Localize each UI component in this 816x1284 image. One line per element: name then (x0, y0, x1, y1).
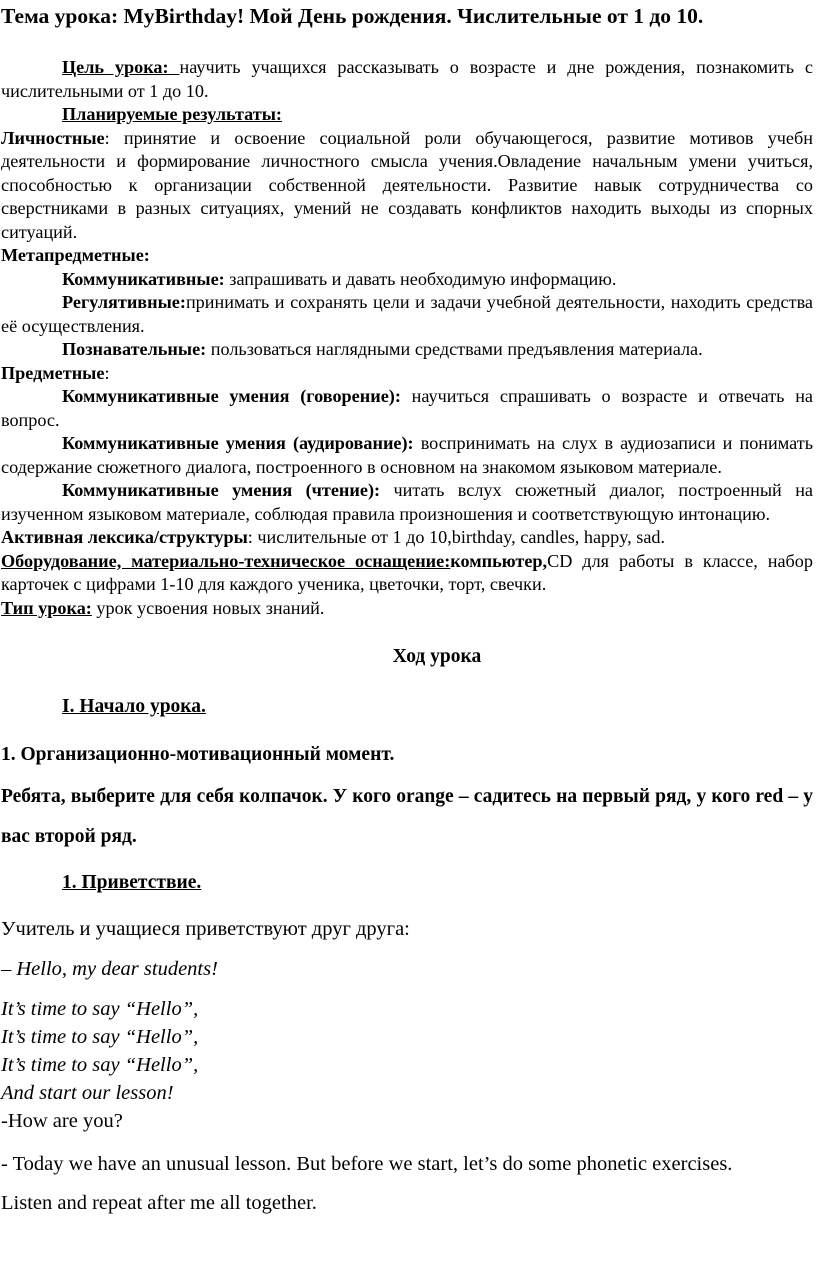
equipment-text: CD для работы в классе, набор карточек с цифрами 1-10 для каждого ученика, цветочки, торт, свечки. (1, 550, 813, 594)
greeting-intro: Учитель и учащиеся приветствуют друг друга: (1, 918, 410, 940)
cognitive-label: Познавательные: (62, 339, 207, 359)
planned-results-heading (1, 103, 813, 127)
poem-line: It’s time to say “Hello”, (1, 998, 199, 1020)
reading-label: Коммуникативные умения (чтение): (62, 480, 381, 500)
goal-text: научить учащихся рассказывать о возрасте и дне рождения, познакомить с числительными от 1 до 10. (1, 57, 814, 101)
section-org-heading: 1. Организационно-мотивационный момент. (1, 744, 395, 765)
cognitive-text: пользоваться наглядными средствами предъявления материала. (206, 339, 703, 359)
personal-label: Личностные (1, 127, 105, 148)
listening-paragraph (1, 432, 813, 479)
subject-label: Предметные (1, 362, 105, 383)
subject-heading (1, 362, 813, 386)
cognitive-paragraph (1, 338, 813, 362)
goal-label: Цель урока: (62, 57, 180, 77)
regulative-paragraph (1, 291, 813, 338)
unusual-lesson-line: - Today we have an unusual lesson. But before we start, let’s do some phonetic exercises. (1, 1153, 733, 1175)
hello-line: – Hello, my dear students! (1, 958, 218, 980)
metasubject-label: Метапредметные: (1, 245, 150, 265)
communicative-text: запрашивать и давать необходимую информацию. (224, 268, 617, 289)
lesson-type-paragraph (1, 597, 813, 621)
planned-results-label: Планируемые результаты: (62, 104, 282, 124)
listening-text: воспринимать на слух в аудиозаписи и понимать содержание сюжетного диалога, построенного в основном на знакомом языковом материале. (1, 433, 813, 477)
speaking-paragraph (1, 385, 813, 432)
poem-block (1, 995, 813, 1107)
communicative-paragraph (1, 268, 813, 292)
listen-repeat-line: Listen and repeat after me all together. (1, 1192, 317, 1214)
reading-text: читать вслух сюжетный диалог, построенный на изученном языковом материале, соблюдая правила произношения и соответствующую интонацию. (1, 480, 814, 524)
lesson-type-label: Тип урока: (1, 597, 92, 618)
poem-line: And start our lesson! (1, 1082, 174, 1104)
listening-label: Коммуникативные умения (аудирование): (62, 433, 414, 453)
communicative-label: Коммуникативные: (62, 268, 225, 289)
kids-instruction: Ребята, выберите для себя колпачок. У кого orange – садитесь на первый ряд, у кого red – у вас второй ряд. (1, 786, 813, 847)
vocabulary-text: : числительные от 1 до 10,birthday, candles, happy, sad. (247, 527, 666, 547)
goal-paragraph (1, 56, 813, 103)
personal-paragraph (1, 127, 813, 245)
lesson-plan-block (1, 56, 813, 620)
vocabulary-label: Активная лексика/структуры (1, 527, 248, 547)
metasubject-heading (1, 244, 813, 268)
regulative-text: принимать и сохранять цели и задачи учебной деятельности, находить средства её осуществления. (1, 292, 813, 336)
reading-paragraph (1, 479, 813, 526)
section-start-heading: I. Начало урока. (62, 696, 206, 717)
lesson-title: Тема урока: MyBirthday! Мой День рождения. Числительные от 1 до 10. (1, 4, 704, 28)
speaking-label: Коммуникативные умения (говорение): (62, 386, 401, 406)
vocabulary-paragraph (1, 526, 813, 550)
speaking-text: научиться спрашивать о возрасте и отвечать на вопрос. (1, 386, 813, 430)
subject-colon: : (104, 362, 110, 383)
regulative-label: Регулятивные: (62, 292, 186, 312)
poem-line: It’s time to say “Hello”, (1, 1054, 199, 1076)
course-heading: Ход урока (392, 646, 482, 667)
how-are-you-line: -How are you? (1, 1110, 123, 1132)
personal-text: : принятие и освоение социальной роли обучающегося, развитие мотивов учебн деятельности и формирование личностного смысла учения.Овладение начальным умени учиться, способностью к организации собственной деятельности. Развитие навык сотрудничества со сверстниками в разных ситуациях, умений не создавать конфликтов находить выходы из спорных ситуаций. (1, 127, 813, 242)
section-greeting-heading: 1. Приветствие. (62, 872, 202, 893)
equipment-paragraph (1, 550, 813, 597)
equipment-label: Оборудование, материально-техническое оснащение: (1, 550, 451, 571)
equipment-text-bold: компьютер, (450, 550, 548, 571)
poem-line: It’s time to say “Hello”, (1, 1026, 199, 1048)
lesson-type-text: урок усвоения новых знаний. (91, 597, 325, 618)
